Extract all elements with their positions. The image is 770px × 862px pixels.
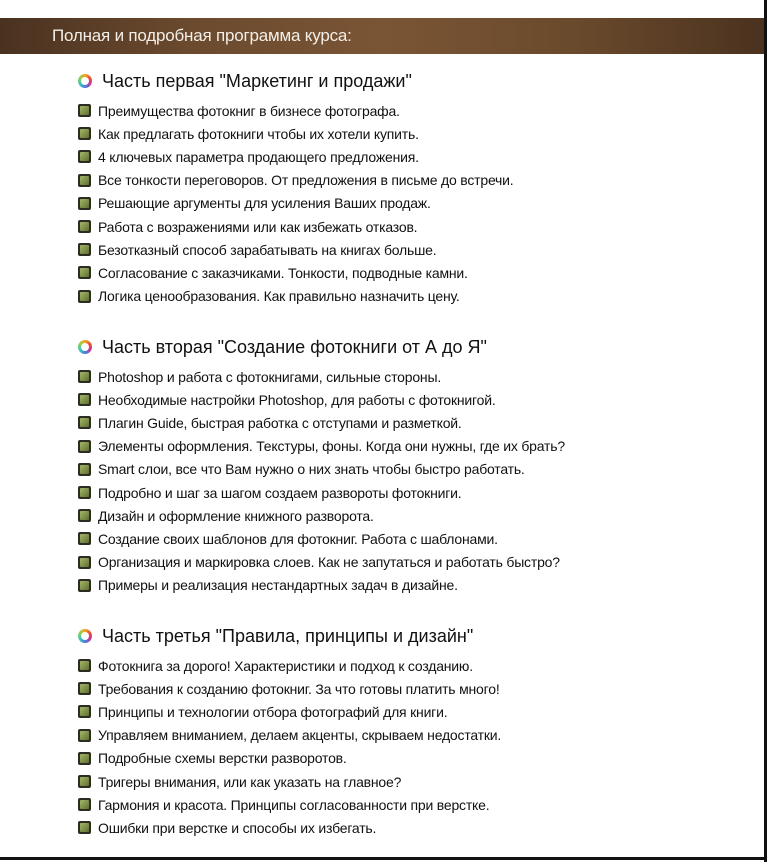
square-bullet-icon [78,127,91,140]
ring-icon [78,74,92,88]
list-item-text: Организация и маркировка слоев. Как не запутаться и работать быстро? [98,554,560,571]
square-bullet-icon [78,243,91,256]
list-item-text: Гармония и красота. Принципы согласованности при верстке. [98,796,490,813]
square-bullet-icon [78,705,91,718]
list-item [78,481,565,504]
list-item-text: Логика ценообразования. Как правильно назначить цену. [98,288,460,305]
section-title: Часть третья "Правила, принципы и дизайн" [102,625,474,646]
list-item [78,285,513,308]
square-bullet-icon [78,197,91,210]
square-bullet-icon [78,579,91,592]
square-bullet-icon [78,104,91,117]
square-bullet-icon [78,729,91,742]
square-bullet-icon [78,290,91,303]
banner-title: Полная и подробная программа курса: [52,26,352,45]
list-item [78,122,513,145]
square-bullet-icon [78,393,91,406]
course-section-3 [78,623,501,840]
list-item-text: Плагин Guide, быстрая работка с отступами и разметкой. [98,414,462,431]
section-heading [78,623,501,649]
list-item-text: Подробные схемы верстки разворотов. [98,750,347,767]
course-section-1 [78,68,513,308]
list-item [78,551,565,574]
list-item-text: Photoshop и работа с фотокнигами, сильные стороны. [98,368,442,385]
square-bullet-icon [78,556,91,569]
list-item [78,747,501,770]
square-bullet-icon [78,775,91,788]
section-heading [78,68,513,94]
square-bullet-icon [78,440,91,453]
list-item-text: Безотказный способ зарабатывать на книгах больше. [98,241,437,258]
list-item [78,793,501,816]
square-bullet-icon [78,370,91,383]
ring-icon [78,629,92,643]
list-item [78,435,565,458]
list-item-text: Решающие аргументы для усиления Ваших продаж. [98,195,431,212]
list-item [78,215,513,238]
list-item-text: Принципы и технологии отбора фотографий для книги. [98,703,448,720]
list-item-text: 4 ключевых параметра продающего предложения. [98,148,419,165]
square-bullet-icon [78,659,91,672]
list-item-text: Управляем вниманием, делаем акценты, скрываем недостатки. [98,727,502,744]
list-item [78,238,513,261]
list-item [78,411,565,434]
list-item [78,192,513,215]
square-bullet-icon [78,416,91,429]
course-section-2 [78,334,565,597]
topic-list [78,654,501,840]
frame-border-right [764,0,767,862]
list-item-text: Тригеры внимания, или как указать на главное? [98,773,402,790]
list-item [78,388,565,411]
list-item-text: Все тонкости переговоров. От предложения в письме до встречи. [98,172,514,189]
list-item [78,261,513,284]
list-item [78,365,565,388]
list-item-text: Согласование с заказчиками. Тонкости, подводные камни. [98,264,468,281]
section-heading [78,334,565,360]
list-item-text: Smart слои, все что Вам нужно о них знать чтобы быстро работать. [98,461,525,478]
topic-list [78,99,513,308]
list-item [78,169,513,192]
list-item-text: Преимущества фотокниг в бизнесе фотографа. [98,102,400,119]
ring-icon [78,340,92,354]
list-item-text: Создание своих шаблонов для фотокниг. Работа с шаблонами. [98,530,498,547]
list-item [78,527,565,550]
list-item [78,816,501,839]
list-item-text: Как предлагать фотокниги чтобы их хотели купить. [98,125,419,142]
square-bullet-icon [78,752,91,765]
header-banner [0,18,764,54]
list-item-text: Требования к созданию фотокниг. За что готовы платить много! [98,680,500,697]
square-bullet-icon [78,463,91,476]
list-item [78,677,501,700]
list-item [78,574,565,597]
square-bullet-icon [78,150,91,163]
square-bullet-icon [78,266,91,279]
list-item-text: Примеры и реализация нестандартных задач в дизайне. [98,577,458,594]
list-item [78,700,501,723]
list-item [78,99,513,122]
list-item-text: Фотокнига за дорого! Характеристики и подход к созданию. [98,657,473,674]
section-title: Часть первая "Маркетинг и продажи" [102,70,412,91]
list-item-text: Подробно и шаг за шагом создаем развороты фотокниги. [98,484,462,501]
list-item [78,770,501,793]
topic-list [78,365,565,597]
square-bullet-icon [78,509,91,522]
list-item-text: Дизайн и оформление книжного разворота. [98,507,374,524]
list-item-text: Ошибки при верстке и способы их избегать. [98,819,377,836]
square-bullet-icon [78,798,91,811]
square-bullet-icon [78,682,91,695]
square-bullet-icon [78,821,91,834]
list-item [78,724,501,747]
section-title: Часть вторая "Создание фотокниги от А до Я" [102,336,487,357]
list-item [78,145,513,168]
square-bullet-icon [78,220,91,233]
square-bullet-icon [78,532,91,545]
list-item-text: Элементы оформления. Текстуры, фоны. Когда они нужны, где их брать? [98,438,565,455]
list-item [78,504,565,527]
square-bullet-icon [78,486,91,499]
list-item [78,458,565,481]
list-item [78,654,501,677]
frame-border-bottom [0,857,767,860]
list-item-text: Необходимые настройки Photoshop, для работы с фотокнигой. [98,391,496,408]
square-bullet-icon [78,174,91,187]
list-item-text: Работа с возражениями или как избежать отказов. [98,218,418,235]
